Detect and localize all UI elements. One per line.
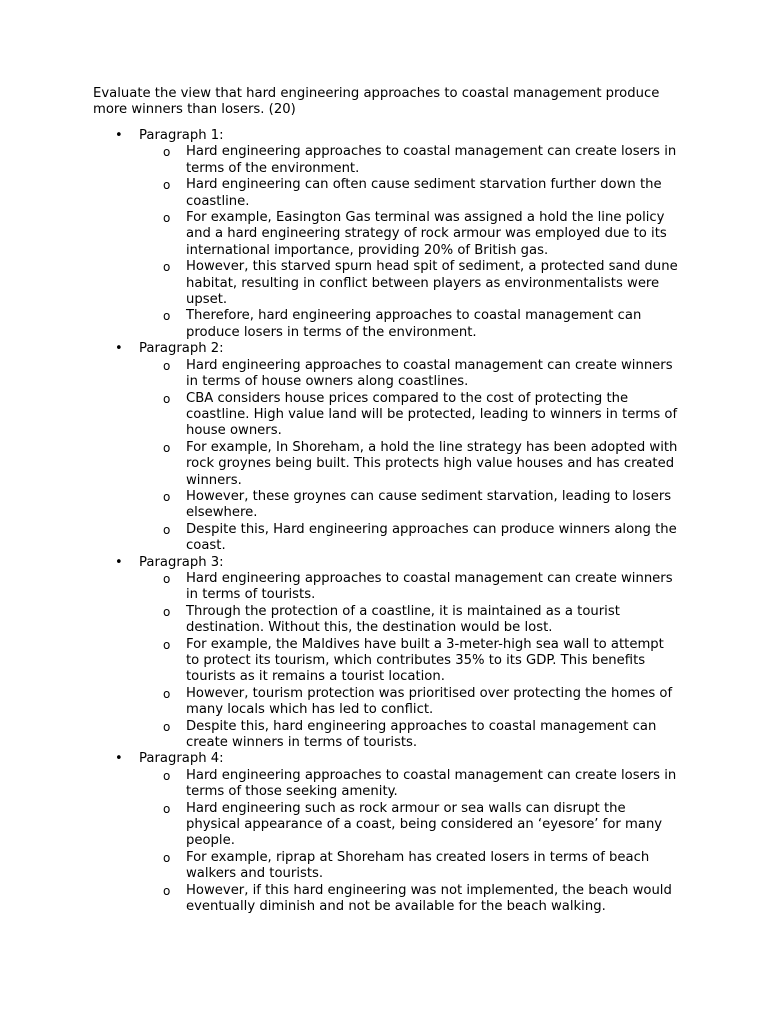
point-text: Hard engineering approaches to coastal management can create winners in terms of tourists.	[186, 570, 673, 603]
point-text: For example, riprap at Shoreham has created losers in terms of beach walkers and tourists.	[186, 849, 650, 882]
bullet-icon: •	[115, 341, 123, 357]
bullet-icon: •	[115, 554, 123, 570]
circle-bullet-icon: o	[163, 260, 171, 275]
list-item	[0, 489, 768, 522]
paragraph-outline	[0, 128, 768, 916]
bullet-icon: •	[115, 128, 123, 143]
circle-bullet-icon: o	[163, 686, 171, 701]
paragraph-label: Paragraph 1:	[139, 128, 224, 143]
circle-bullet-icon: o	[163, 719, 171, 734]
list-item	[0, 144, 768, 177]
point-text: Hard engineering can often cause sediment starvation further down the coastline.	[186, 177, 662, 209]
circle-bullet-icon: o	[163, 440, 171, 455]
list-item	[0, 522, 768, 555]
circle-bullet-icon: o	[163, 571, 171, 586]
point-list	[0, 768, 768, 916]
point-text: For example, In Shoreham, a hold the line strategy has been adopted with rock groynes being built. This protects high value houses and has created winners.	[186, 439, 678, 488]
point-text: Despite this, hard engineering approaches to coastal management can create winners in terms of tourists.	[186, 718, 657, 751]
circle-bullet-icon: o	[163, 358, 171, 373]
list-item	[0, 719, 768, 752]
list-item	[0, 686, 768, 719]
list-item	[0, 259, 768, 308]
paragraph-section	[0, 128, 768, 341]
paragraph-label: Paragraph 3:	[139, 554, 224, 570]
circle-bullet-icon: o	[163, 883, 171, 898]
list-item	[0, 883, 768, 916]
point-text: Hard engineering approaches to coastal management can create losers in terms of those seeking amenity.	[186, 767, 677, 800]
circle-bullet-icon: o	[163, 145, 171, 160]
circle-bullet-icon: o	[163, 489, 171, 504]
circle-bullet-icon: o	[163, 391, 171, 406]
point-text: Despite this, Hard engineering approaches can produce winners along the coast.	[186, 521, 677, 554]
circle-bullet-icon: o	[163, 801, 171, 816]
list-item	[0, 210, 768, 259]
point-text: However, this starved spurn head spit of sediment, a protected sand dune habitat, resulting in conflict between players as environmentalists were upset.	[186, 259, 678, 308]
point-text: Hard engineering approaches to coastal management can create winners in terms of house owners along coastlines.	[186, 357, 673, 390]
point-text: However, these groynes can cause sediment starvation, leading to losers elsewhere.	[186, 488, 672, 521]
point-text: However, tourism protection was prioritised over protecting the homes of many locals which has led to conflict.	[186, 685, 673, 718]
point-text: Hard engineering approaches to coastal management can create losers in terms of the environment.	[186, 144, 677, 176]
list-item	[0, 308, 768, 341]
bullet-icon: •	[115, 751, 123, 767]
list-item	[0, 440, 768, 489]
circle-bullet-icon: o	[163, 850, 171, 865]
list-item	[0, 571, 768, 604]
list-item	[0, 850, 768, 883]
circle-bullet-icon: o	[163, 637, 171, 652]
circle-bullet-icon: o	[163, 604, 171, 619]
list-item	[0, 358, 768, 391]
circle-bullet-icon: o	[163, 211, 171, 226]
paragraph-section	[0, 555, 768, 752]
point-text: CBA considers house prices compared to the cost of protecting the coastline. High value land will be protected, leading to winners in terms of house owners.	[186, 390, 678, 439]
list-item	[0, 768, 768, 801]
circle-bullet-icon: o	[163, 768, 171, 783]
point-text: Through the protection of a coastline, it is maintained as a tourist destination. Without this, the destination would be lost.	[186, 603, 620, 636]
point-text: Therefore, hard engineering approaches to coastal management can produce losers in terms of the environment.	[186, 308, 642, 340]
circle-bullet-icon: o	[163, 309, 171, 324]
point-list	[0, 144, 768, 341]
essay-question: Evaluate the view that hard engineering approaches to coastal management produce more winners than losers. (20)	[93, 86, 660, 118]
list-item	[0, 604, 768, 637]
point-text: Hard engineering such as rock armour or sea walls can disrupt the physical appearance of a coast, being considered an ‘eyesore’ for many people.	[186, 800, 663, 849]
circle-bullet-icon: o	[163, 522, 171, 537]
list-item	[0, 637, 768, 686]
circle-bullet-icon: o	[163, 178, 171, 193]
list-item	[0, 801, 768, 850]
paragraph-section	[0, 751, 768, 915]
paragraph-label: Paragraph 2:	[139, 341, 224, 357]
paragraph-label: Paragraph 4:	[139, 751, 224, 767]
paragraph-section	[0, 341, 768, 554]
point-text: However, if this hard engineering was not implemented, the beach would eventually diminish and not be available for the beach walking.	[186, 882, 672, 915]
list-item	[0, 391, 768, 440]
point-list	[0, 358, 768, 555]
point-text: For example, the Maldives have built a 3-meter-high sea wall to attempt to protect its tourism, which contributes 35% to its GDP. This benefits tourists as it remains a tourist location.	[186, 636, 664, 685]
list-item	[0, 177, 768, 210]
point-list	[0, 571, 768, 751]
point-text: For example, Easington Gas terminal was assigned a hold the line policy and a hard engineering strategy of rock armour was employed due to its international importance, providing 20% of British gas.	[186, 210, 667, 258]
